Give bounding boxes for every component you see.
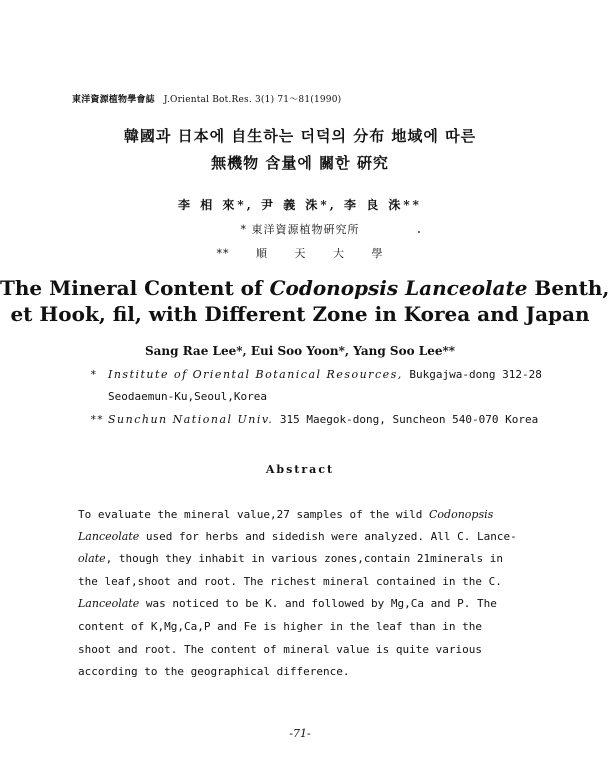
english-title-part: The Mineral Content of [0,276,270,300]
journal-name-korean: 東洋資源植物學會誌 [72,95,155,105]
abstract-heading: Abstract [265,463,335,476]
abstract-line [78,665,350,678]
english-authors: Sang Rae Lee*, Eui Soo Yoon*, Yang Soo Lee** [144,344,456,358]
korean-title-line1: 韓國과 日本에 自生하는 더덕의 分布 地域에 따른 [123,127,477,145]
english-title-line1 [0,276,609,300]
english-title-species: Codonopsis Lanceolate [269,276,528,300]
english-title-part: Benth, [527,276,609,300]
abstract-line [78,552,503,565]
abstract-line [78,643,482,656]
abstract-line [78,597,497,610]
affiliation-institution: Sunchun National Univ. [108,413,274,426]
abstract-text: according to the geographical difference. [78,665,350,678]
korean-affiliation-2: ** 順 天 大 學 [216,247,384,260]
abstract-text: was noticed to be K. and followed by Mg,Ca and P. The [139,597,497,610]
abstract-italic: Lanceolate [78,530,140,543]
abstract-text: used for herbs and sidedish were analyzed. All C. Lance- [139,530,517,543]
journal-header [72,92,341,105]
affiliation-address: 315 Maegok-dong, Suncheon 540-070 Korea [279,413,539,426]
abstract-line [78,620,482,633]
korean-affiliation-1: * 東洋資源植物硏究所 [240,223,360,236]
abstract-italic: olate [78,552,106,565]
affiliation-mark: ** [90,413,104,426]
korean-title-line2: 無機物 含量에 關한 硏究 [211,154,389,172]
affiliation-1-address: Seodaemun-Ku,Seoul,Korea [108,390,267,403]
abstract-italic: Codonopsis [429,508,494,521]
affiliation-mark: * [90,368,97,381]
abstract-italic: Lanceolate [78,597,140,610]
affiliation-address: Bukgajwa-dong 312-28 [409,368,542,381]
scan-speck [418,231,420,233]
abstract-line [78,530,517,543]
abstract-text: , though they inhabit in various zones,contain 21minerals in [105,552,503,565]
abstract-text: content of K,Mg,Ca,P and Fe is higher in the leaf than in the [78,620,482,633]
abstract-text: To evaluate the mineral value,27 samples of the wild [78,508,429,521]
journal-citation: J.Oriental Bot.Res. 3(1) 71～81(1990) [163,95,342,105]
english-title-line2: et Hook, fil, with Different Zone in Korea and Japan [10,302,590,326]
affiliation-1 [90,368,542,381]
affiliation-2 [90,413,538,426]
page-number: -71- [289,727,311,740]
abstract-line [78,575,502,588]
abstract-text: shoot and root. The content of mineral value is quite various [78,643,482,656]
abstract-line [78,508,493,521]
korean-authors: 李 相 來*, 尹 義 洙*, 李 良 洙** [178,198,422,212]
abstract-text: the leaf,shoot and root. The richest mineral contained in the C. [78,575,502,588]
affiliation-institution: Institute of Oriental Botanical Resources, [108,368,403,381]
